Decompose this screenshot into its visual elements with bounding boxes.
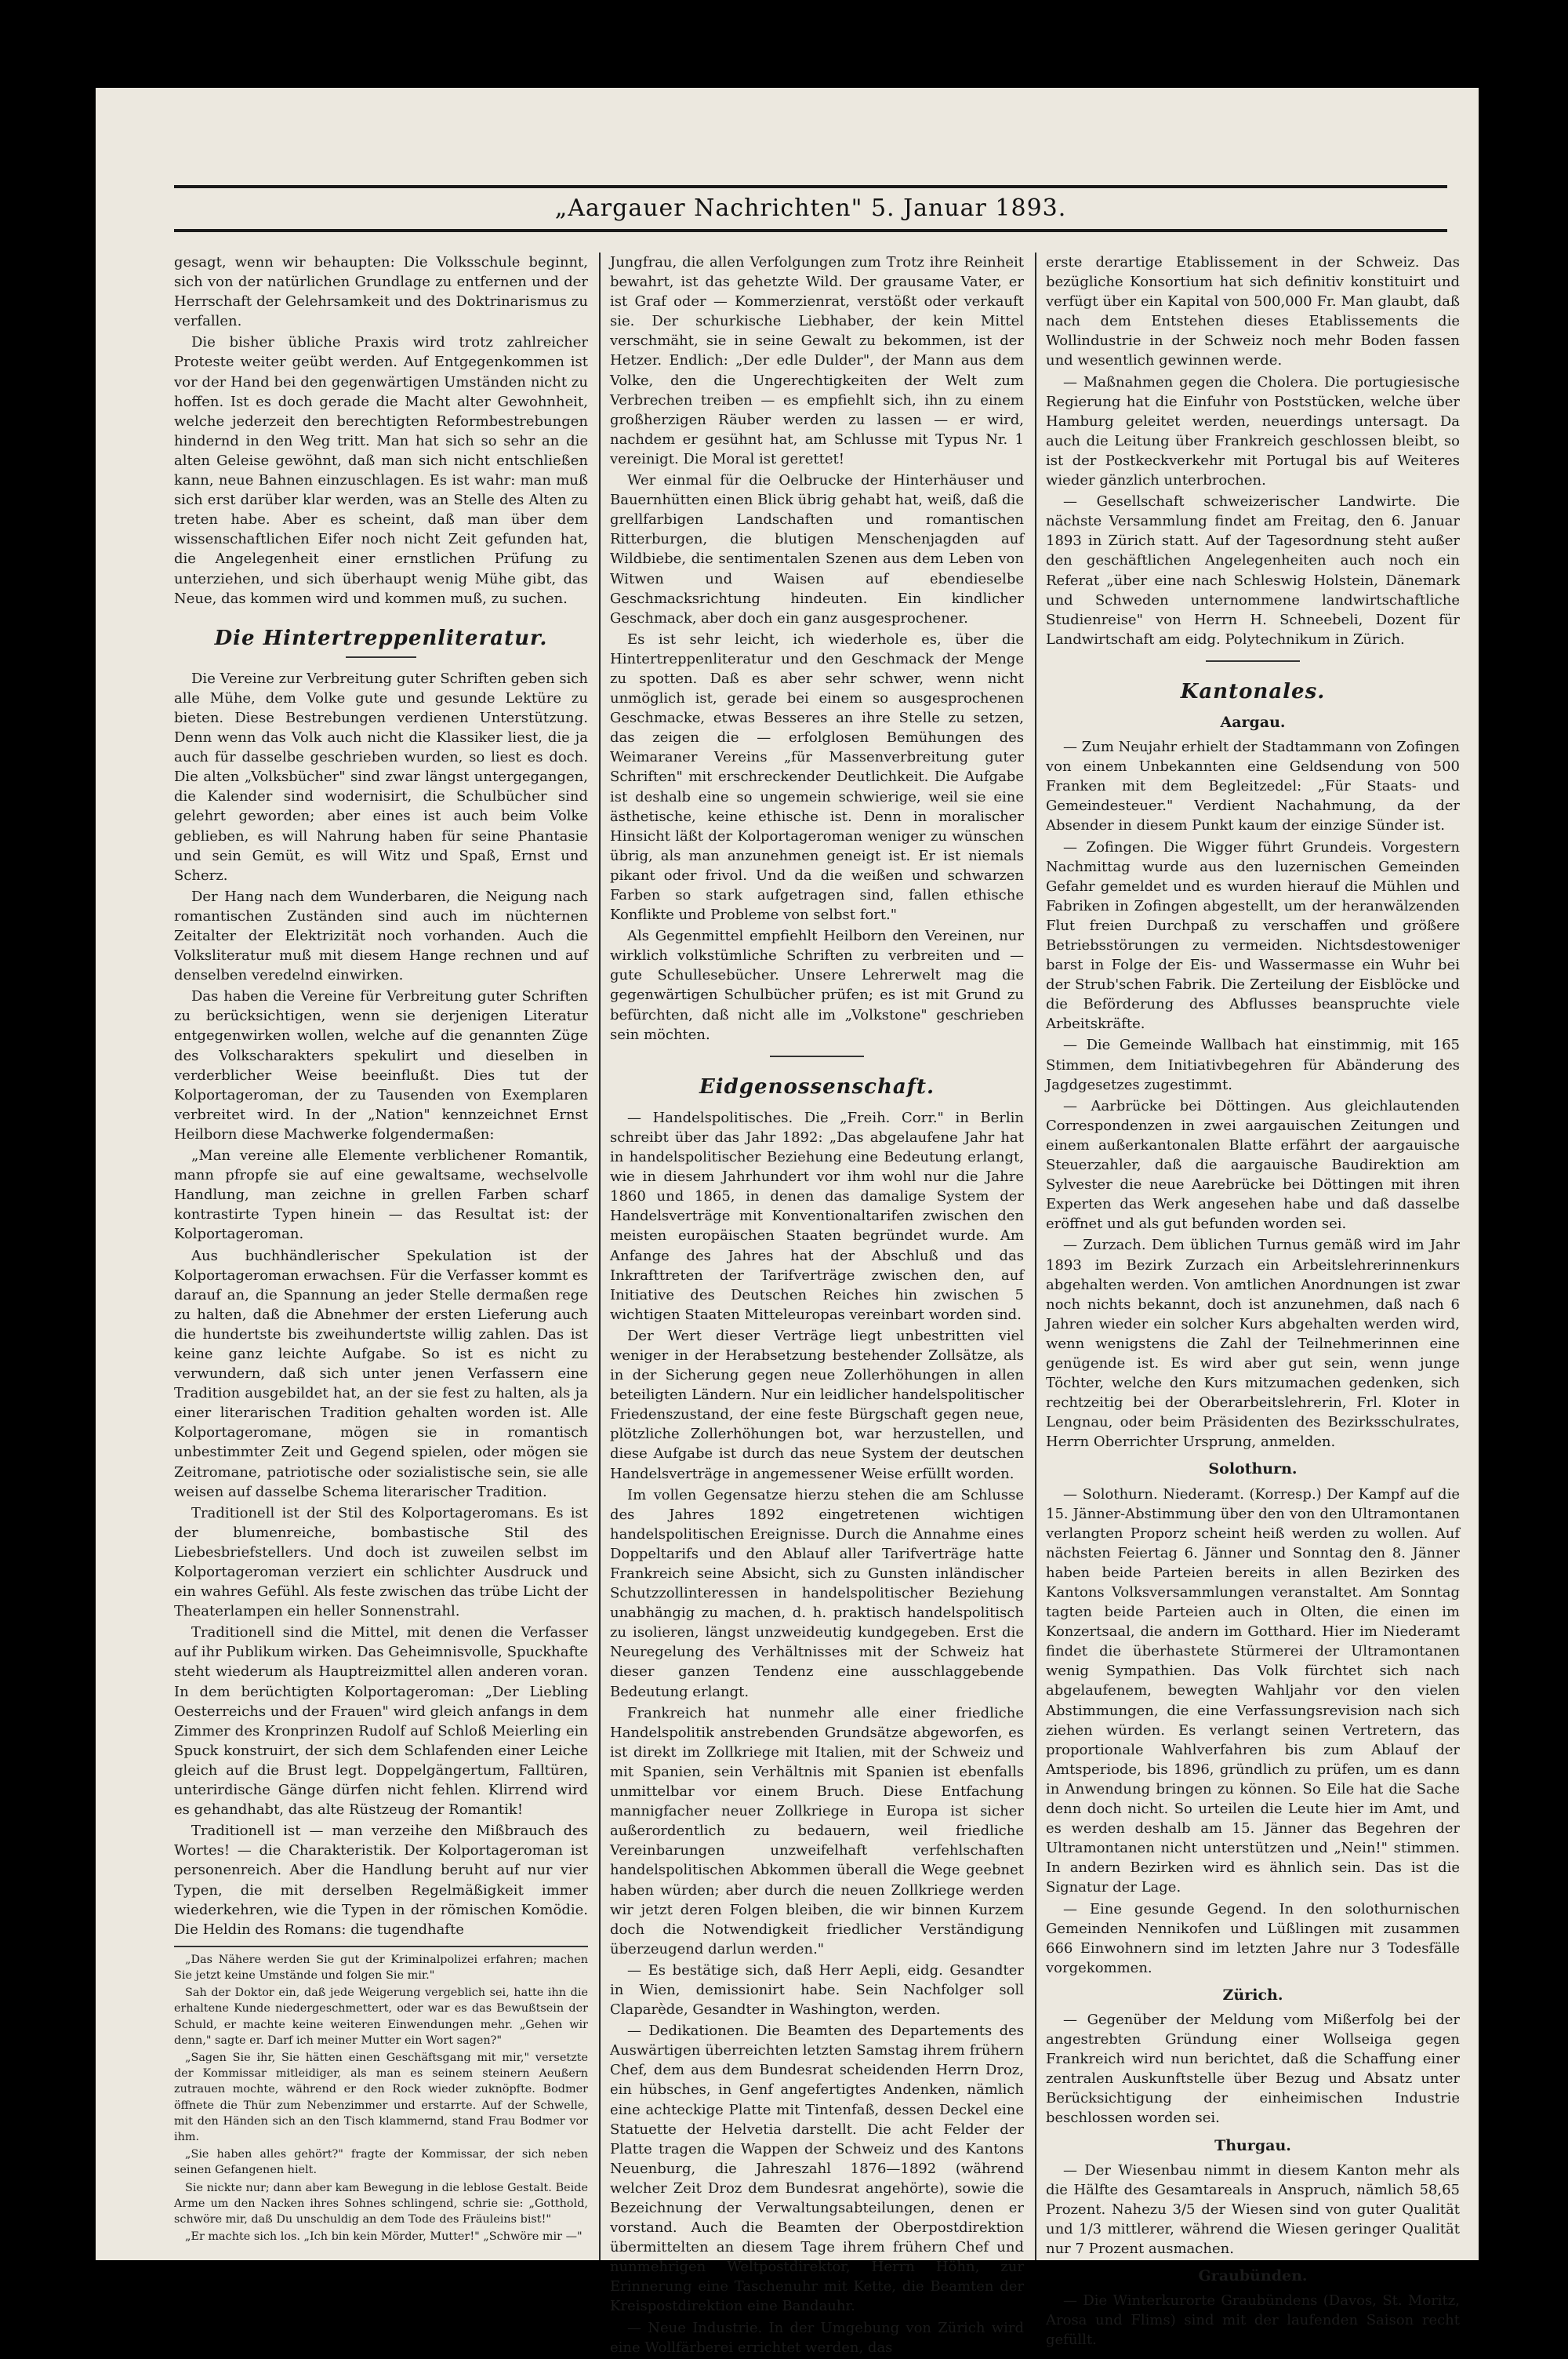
feuilleton-paragraph: „Sagen Sie ihr, Sie hätten einen Geschäftsgang mit mir," versetzte der Kommissar mitleidiger, als man es seinem steinern Aeußern zutrauen mochte, während er den Rock wieder zuknöpfte. Bodmer öffnete die Thür zum Nebenzimmer und erstarrte. Auf der Schwelle, mit den Händen sich an den Tisch klammernd, stand Frau Bodmer vor ihm.	[174, 2052, 588, 2144]
feuilleton-paragraph: „Sie haben alles gehört?" fragte der Kommissar, der sich neben seinen Gefangenen hielt.	[174, 2148, 588, 2177]
paragraph: Frankreich hat nunmehr alle einer friedliche Handelspolitik anstrebenden Grundsätze abgeworfen, es ist direkt im Zollkriege mit Italien, mit der Schweiz und mit Spanien, sein Verhältnis mit Spanien ist ebenfalls unmittelbar vor einem Bruch. Diese Entfachung mannigfacher neuer Zollkriege in Europa ist sicher außerordentlich zu bedauern, weil friedliche Vereinbarungen unzweifelhaft verfehlschaften handelspolitischen Abkommen überall die Wege geebnet haben würden; aber durch die neuen Zollkriege werden wir jetzt deren Folgen bleiben, die wir binnen Kurzem doch die Notwendigkeit friedlicher Verständigung überzeugend darlun werden."	[610, 1704, 1024, 1957]
heading-underline	[346, 656, 416, 658]
paragraph: Traditionell ist der Stil des Kolportageromans. Es ist der blumenreiche, bombastische Stil des Liebesbriefstellers. Und doch ist zuweilen selbst im Kolportageroman verziert ein schlichter Ausdruck und ein wahres Gefühl. Als feste zwischen das trübe Licht der Theaterlampen ein heller Sonnenstrahl.	[174, 1504, 588, 1620]
paragraph: — Zofingen. Die Wigger führt Grundeis. Vorgestern Nachmittag wurde aus den luzernischen Gemeinden Gefahr gemeldet und es wurden hierauf die Mühlen und Fabriken in Zofingen abgestellt, um der heranwälzenden Flut freien Durchpaß zu verschaffen und größere Betriebsstörungen zu vermeiden. Nichtsdestoweniger barst in Folge der Eis- und Wassermasse ein Wuhr bei der Strub'schen Fabrik. Die Zerteilung der Eisblöcke und die Beförderung des Abflusses beanspruchte viele Arbeitskräfte.	[1046, 838, 1460, 1033]
paragraph: Das haben die Vereine für Verbreitung guter Schriften zu berücksichtigen, wenn sie derjenigen Literatur entgegenwirken wollen, welche auf die genannten Züge des Volkscharakters spekulirt und dieselben in verderblicher Weise beeinflußt. Dies tut der Kolportageroman, der zu Tausenden von Exemplaren verbreitet wird. In der „Nation" kennzeichnet Ernst Heilborn diese Machwerke folgendermaßen:	[174, 988, 588, 1143]
paragraph: — Handelspolitisches. Die „Freih. Corr." in Berlin schreibt über das Jahr 1892: „Das abgelaufene Jahr hat in handelspolitischer Beziehung eine Bedeutung erlangt, wie in diesem Jahrhundert vor ihm wohl nur die Jahre 1860 und 1865, in denen das damalige System der Handelsverträge mit Konventionaltarifen zwischen den meisten europäischen Staaten begründet wurde. Am Anfange des Jahres hat der Abschluß und das Inkrafttreten der Tarifverträge zwischen den, auf Initiative des Deutschen Reiches hin zwischen 5 wichtigen Staaten Mitteleuropas vereinbart worden sind.	[610, 1109, 1024, 1323]
feuilleton-rule	[174, 1946, 588, 1947]
paragraph: Die bisher übliche Praxis wird trotz zahlreicher Proteste weiter geübt werden. Auf Entgegenkommen ist vor der Hand bei den gegenwärtigen Umständen nicht zu hoffen. Ist es doch gerade die Macht alter Gewohnheit, welche jederzeit den berechtigten Reformbestrebungen hindernd in den Weg tritt. Man hat sich so sehr an die alten Geleise gewöhnt, daß man sich nicht entschließen kann, neue Bahnen einzuschlagen. Es ist wahr: man muß sich erst darüber klar werden, was an Stelle des Alten zu treten habe. Aber es scheint, daß man über dem wissenschaftlichen Eifer noch nicht Zeit gefunden hat, die Angelegenheit einer ernstlichen Prüfung zu unterziehen, und sich überhaupt wenig Mühe gibt, das Neue, das kommen wird und kommen muß, zu suchen.	[174, 334, 588, 607]
paragraph: — Eine gesunde Gegend. In den solothurnischen Gemeinden Nennikofen und Lüßlingen mit zusammen 666 Einwohnern sind im letzten Jahre nur 3 Todesfälle vorgekommen.	[1046, 1900, 1460, 1976]
column-3	[1046, 253, 1460, 2351]
feuilleton-paragraph: „Er machte sich los. „Ich bin kein Mörder, Mutter!" „Schwöre mir —"	[185, 2230, 583, 2244]
paragraph: — Die Winterkurorte Graubündens (Davos, St. Moritz, Arosa und Flims) sind mit der laufenden Saison recht gefüllt.	[1046, 2292, 1460, 2349]
heading-text: Die Hintertreppenliteratur.	[214, 626, 548, 650]
paragraph: Als Gegenmittel empfiehlt Heilborn den Vereinen, nur wirklich volkstümliche Schriften zu verbreiten und — gute Schullesebücher. Unsere Lehrerwelt mag die gegenwärtigen Schulbücher prüfen; es ist mit Grund zu befürchten, daß nicht alle im „Volkstone" geschrieben sein möchten.	[610, 928, 1024, 1043]
section-separator	[1206, 660, 1300, 662]
subheading-graubuenden: Graubünden.	[1198, 2267, 1308, 2285]
subheading-aargau: Aargau.	[1220, 713, 1286, 731]
paragraph: Der Hang nach dem Wunderbaren, die Neigung nach romantischen Zuständen sind auch im nüchternen Zeitalter der Elektrizität noch vorhanden. Auch die Volksliteratur muß mit diesem Hange rechnen und auf denselben veredelnd einwirken.	[174, 888, 588, 984]
paragraph: — Zurzach. Dem üblichen Turnus gemäß wird im Jahr 1893 im Bezirk Zurzach ein Arbeitslehrerinnenkurs abgehalten werden. Von amtlichen Anordnungen ist zwar noch nichts bekannt, doch ist anzunehmen, daß nach 6 Jahren wieder ein solcher Kurs abgehalten werden wird, wenn wenigstens die Zahl der Teilnehmerinnen eine genügende ist. Es wird aber gut sein, wenn junge Töchter, welche den Kurs mitzumachen gedenken, sich rechtzeitig bei der Oberarbeitslehrerin, Frl. Kloter in Lengnau, oder beim Präsidenten des Bezirksschulrates, Herrn Oberrichter Ursprung, anmelden.	[1046, 1237, 1460, 1451]
header-rule-top	[174, 185, 1447, 188]
feuilleton-paragraph: „Das Nähere werden Sie gut der Kriminalpolizei erfahren; machen Sie jetzt keine Umstände und folgen Sie mir."	[174, 1953, 588, 1982]
paragraph: Aus buchhändlerischer Spekulation ist der Kolportageroman erwachsen. Für die Verfasser kommt es darauf an, die Spannung an jeder Stelle dermaßen rege zu halten, daß die Abnehmer der ersten Lieferung auch die hundertste bis zweihundertste willig zahlen. Das ist keine ganz leichte Aufgabe. So ist es nicht zu verwundern, daß sich unter jenen Verfassern eine Tradition ausgebildet hat, an der sie fest zu halten, als ja einer literarischen Tradition gehalten worden ist. Alle Kolportageromane, mögen sie in romantisch unbestimmter Zeit und Gegend spielen, oder mögen sie Zeitromane, patriotische oder sozialistische sein, sie alle weisen auf dasselbe Schema literarischer Tradition.	[174, 1247, 588, 1500]
paragraph: Es ist sehr leicht, ich wiederhole es, über die Hintertreppenliteratur und den Geschmack der Menge zu spotten. Daß es aber sehr schwer, wenn nicht unmöglich ist, gerade bei einem so ausgesprochenen Geschmacke, etwas Besseres an ihre Stelle zu setzen, das zeigen die — erfolglosen Bemühungen des Weimaraner Vereins „für Massenverbreitung guter Schriften" mit erschreckender Deutlichkeit. Die Aufgabe ist deshalb eine so ungemein schwierige, weil sie eine ästhetische, keine ethische ist. Denn in moralischer Hinsicht läßt der Kolportageroman weniger zu wünschen übrig, als man anzunehmen geneigt ist. Er ist niemals pikant oder frivol. Und da die weißen und schwarzen Farben so stark aufgetragen sind, fallen ethische Konflikte und Probleme von selbst fort."	[610, 631, 1024, 924]
column-divider	[599, 253, 601, 2260]
paragraph: — Dedikationen. Die Beamten des Departements des Auswärtigen überreichten letzten Samstag ihrem frühern Chef, dem aus dem Bundesrat scheidenden Herrn Droz, ein hübsches, in Genf angefertigtes Andenken, nämlich eine achteckige Platte mit Tintenfaß, dessen Deckel eine Statuette der Helvetia darstellt. Die acht Felder der Platte tragen die Wappen der Schweiz und des Kantons Neuenburg, die Jahreszahl 1876—1892 (während welcher Zeit Droz dem Bundesrat angehörte), sowie die Bezeichnung der Verwaltungsabteilungen, denen er vorstand. Auch die Beamten der Oberpostdirektion übermittelten an diesem Tage ihrem frühern Chef und nunmehrigen Weltpostdirektor, Herrn Höhn, zur Erinnerung eine Taschenuhr mit Kette, die Beamten der Kreispostdirektion eine Bandauhr.	[610, 2023, 1024, 2315]
feuilleton-paragraph: Sie nickte nur; dann aber kam Bewegung in die leblose Gestalt. Beide Arme um den Nacken ihres Sohnes schlingend, schrie sie: „Gotthold, schwöre mir, daß Du unschuldig an dem Tode des Fräuleins bist!"	[174, 2181, 588, 2226]
section-heading-kantonales: Kantonales.	[1180, 679, 1326, 703]
paragraph: — Gesellschaft schweizerischer Landwirte. Die nächste Versammlung findet am Freitag, den 6. Januar 1893 in Zürich statt. Auf der Tagesordnung steht außer den geschäftlichen Angelegenheiten auch noch ein Referat „über eine nach Schleswig Holstein, Dänemark und Schweden unternommene landwirtschaftliche Studienreise" von Herrn H. Schneebeli, Dozent für Landwirtschaft am eidg. Polytechnikum in Zürich.	[1046, 493, 1460, 648]
paragraph: Jungfrau, die allen Verfolgungen zum Trotz ihre Reinheit bewahrt, ist das gehetzte Wild. Der grausame Vater, er ist Graf oder — Kommerzienrat, verstößt oder verkauft sie. Der schurkische Liebhaber, der kein Mittel verschmäht, sie in seine Gewalt zu bekommen, ist der Hetzer. Endlich: „Der edle Dulder", der Mann aus dem Volke, den die Ungerechtigkeiten der Welt zum Verbrechen treiben — es empfiehlt sich, ihn zu einem großherzigen Räuber werden zu lassen — er wird, nachdem er gesühnt hat, am Schlusse mit Typus Nr. 1 vereinigt. Die Moral ist gerettet!	[610, 254, 1024, 467]
paragraph: Traditionell ist — man verzeihe den Mißbrauch des Wortes! — die Charakteristik. Der Kolportageroman ist personenreich. Aber die Handlung beruht auf nur vier Typen, die mit derselben Regelmäßigkeit immer wiederkehren, wie die Typen in der römischen Komödie. Die Heldin des Romans: die tugendhafte	[174, 1823, 588, 1938]
section-heading-eidgenossenschaft: Eidgenossenschaft.	[699, 1074, 935, 1099]
paragraph: Traditionell sind die Mittel, mit denen die Verfasser auf ihr Publikum wirken. Das Geheimnisvolle, Spuckhafte steht wiederum als Hauptreizmittel allen anderen voran. In dem berüchtigten Kolportageroman: „Der Liebling Oesterreichs und der Frauen" wird gleich anfangs in dem Zimmer des Kronprinzen Rudolf auf Schloß Meierling ein Spuck konstruirt, der sich dem Schlafenden einer Leiche gleich auf die Brust legt. Doppelgängertum, Falltüren, unterirdische Gänge dürfen nicht fehlen. Klirrend wird es gehandhabt, das alte Rüstzeug der Romantik!	[174, 1624, 588, 1819]
header-rule-bottom	[174, 229, 1447, 232]
paragraph: — Es bestätige sich, daß Herr Aepli, eidg. Gesandter in Wien, demissionirt habe. Sein Nachfolger soll Claparède, Gesandter in Washington, werden.	[610, 1961, 1024, 2019]
paragraph: — Aarbrücke bei Döttingen. Aus gleichlautenden Correspondenzen in zwei aargauischen Zeitungen und einem außerkantonalen Blatte erfährt der aargauische Steuerzahler, daß die aargauische Baudirektion am Sylvester die neue Aarebrücke bei Döttingen mit ihren Experten das Werk angesehen habe und daß dasselbe eröffnet und als gut befunden worden sei.	[1046, 1097, 1460, 1233]
paragraph: — Der Wiesenbau nimmt in diesem Kanton mehr als die Hälfte des Gesamtareals in Anspruch, nämlich 58,65 Prozent. Nahezu 3/5 der Wiesen sind von guter Qualität und 1/3 mittlerer, während die Wiesen geringer Qualität nur 7 Prozent ausmachen.	[1046, 2161, 1460, 2257]
paragraph: „Man vereine alle Elemente verblichener Romantik, mann pfropfe sie auf eine gewaltsame, wechselvolle Handlung, man zeichne in grellen Farben scharf kontrastirte Typen hinein — das Resultat ist: der Kolportageroman.	[174, 1147, 588, 1243]
column-divider	[1035, 253, 1036, 2260]
column-1	[174, 253, 588, 2246]
paragraph: — Maßnahmen gegen die Cholera. Die portugiesische Regierung hat die Einfuhr von Poststücken, welche über Hamburg geleitet werden, neuerdings untersagt. Da auch die Leitung über Frankreich geschlossen bleibt, so ist der Postkeckverkehr mit Portugal bis auf Weiteres wieder gänzlich unterbrochen.	[1046, 373, 1460, 489]
paragraph: — Gegenüber der Meldung vom Mißerfolg bei der angestrebten Gründung einer Wollseiga gegen Frankreich wird nun berichtet, daß die Schaffung einer zentralen Auskunftstelle über Bezug und Absatz unter Berücksichtigung der einheimischen Industrie beschlossen worden sei.	[1046, 2011, 1460, 2127]
page-header: „Aargauer Nachrichten" 5. Januar 1893.	[554, 194, 1067, 222]
paragraph: Die Vereine zur Verbreitung guter Schriften geben sich alle Mühe, dem Volke gute und gesunde Lektüre zu bieten. Diese Bestrebungen verdienen Unterstützung. Denn wenn das Volk auch nicht die Klassiker liest, die ja auch für dasselbe geschrieben wurden, so liest es doch. Die alten „Volksbücher" sind zwar längst untergegangen, die Kalender sind wodernisirt, die Schulbücher sind gelehrt geworden; aber eines ist auch beim Volke geblieben, es will Nahrung haben für seine Phantasie und sein Gemüt, es will Witz und Spaß, Ernst und Scherz.	[174, 670, 588, 884]
paragraph: — Neue Industrie. In der Umgebung von Zürich wird eine Wollfärberei errichtet werden, das	[610, 2319, 1024, 2356]
paragraph: Wer einmal für die Oelbrucke der Hinterhäuser und Bauernhütten einen Blick übrig gehabt hat, weiß, daß die grellfarbigen Landschaften und romantischen Ritterburgen, die blutigen Menschenjagden auf Wildbiebe, die sentimentalen Szenen aus dem Leben von Witwen und Waisen auf ebendieselbe Geschmacksrichtung hindeuten. Ein kindlicher Geschmack, aber doch ein ganz ausgesprochener.	[610, 472, 1024, 627]
feuilleton-paragraph: Sah der Doktor ein, daß jede Weigerung vergeblich sei, hatte ihn die erhaltene Kunde niedergeschmettert, oder war es das Bewußtsein der Schuld, er machte keine weiteren Einwendungen mehr. „Gehen wir denn," sagte er. Darf ich meiner Mutter ein Wort sagen?"	[174, 1986, 588, 2047]
paragraph: erste derartige Etablissement in der Schweiz. Das bezügliche Konsortium hat sich definitiv konstituirt und verfügt über ein Kapital von 500,000 Fr. Man glaubt, daß nach dem Entstehen dieses Etablissements die Wollindustrie in der Schweiz noch mehr Boden fassen und wesentlich gewinnen werde.	[1046, 254, 1460, 369]
newspaper-page	[96, 88, 1479, 2356]
subheading-thurgau: Thurgau.	[1214, 2136, 1291, 2154]
paragraph: — Solothurn. Niederamt. (Korresp.) Der Kampf auf die 15. Jänner-Abstimmung über den von den Ultramontanen verlangten Proporz scheint heiß werden zu wollen. Auf nächsten Feiertag 6. Jänner und Sonntag den 8. Jänner haben beide Parteien bereits in allen Bezirken des Kantons Volksversammlungen veranstaltet. Am Sonntag tagten beide Parteien auch in Olten, die einen im Konzertsaal, die andern im Gotthard. Hier im Niederamt findet die überhastete Stürmerei der Ultramontanen wenig Sympathien. Das Volk fürchtet sich nach abgelaufenem, bewegten Wahljahr vor den vielen Abstimmungen, die eine Verfassungsrevision nach sich ziehen würden. Es verlangt seinen Vertretern, das proportionale Wahlverfahren bis zum Ablauf der Amtsperiode, bis 1896, gründlich zu prüfen, um es dann in Anwendung bringen zu können. So Eile hat die Sache denn doch nicht. So urteilen die Leute hier im Amt, und es werden deshalb am 15. Jänner das Begehren der Ultramontanen nicht unterstützen und „Nein!" stimmen. In andern Bezirken wird es ähnlich sein. Das ist die Signatur der Lage.	[1046, 1485, 1460, 1896]
paragraph: gesagt, wenn wir behaupten: Die Volksschule beginnt, sich von der natürlichen Grundlage zu entfernen und der Herrschaft der Gelehrsamkeit und des Doktrinarismus zu verfallen.	[174, 254, 588, 330]
paragraph: Im vollen Gegensatze hierzu stehen die am Schlusse des Jahres 1892 eingetretenen wichtigen handelspolitischen Ereignisse. Durch die Annahme eines Doppeltarifs und den Ablauf aller Tarifverträge hatte Frankreich seine Absicht, sich zu Gunsten inländischer Schutzzollinteressen in handelspolitischer Beziehung unabhängig zu machen, d. h. praktisch handelspolitisch zu isolieren, längst unzweideutig kundgegeben. Erst die Neuregelung des Verhältnisses mit der Schweiz hat dieser ganzen Tendenz eine ausschlaggebende Bedeutung erlangt.	[610, 1486, 1024, 1700]
subheading-solothurn: Solothurn.	[1208, 1460, 1298, 1478]
paragraph: Der Wert dieser Verträge liegt unbestritten viel weniger in der Herabsetzung bestehender Zollsätze, als in der Sicherung gegen neue Zollerhöhungen in allen beteiligten Ländern. Nur ein leidlicher handelspolitischer Friedenszustand, der eine feste Bürgschaft gegen neue, plötzliche Zollerhöhungen bot, war herzustellen, und diese Aufgabe ist durch das neue System der deutschen Handelsverträge in angemessener Weise erfüllt worden.	[610, 1327, 1024, 1482]
column-2	[610, 253, 1024, 2359]
paragraph: — Zum Neujahr erhielt der Stadtammann von Zofingen von einem Unbekannten eine Geldsendung von 500 Franken mit dem Begleitzedel: „Für Staats- und Gemeindesteuer." Verdient Nachahmung, da der Absender in diesem Punkt kaum der einzige Sünder ist.	[1046, 739, 1460, 834]
section-separator	[770, 1056, 864, 1057]
subheading-zuerich: Zürich.	[1222, 1986, 1283, 2004]
section-heading-hintertreppenliteratur	[174, 626, 588, 658]
paragraph: — Die Gemeinde Wallbach hat einstimmig, mit 165 Stimmen, dem Initiativbegehren für Abänderung des Jagdgesetzes zugestimmt.	[1046, 1037, 1460, 1093]
